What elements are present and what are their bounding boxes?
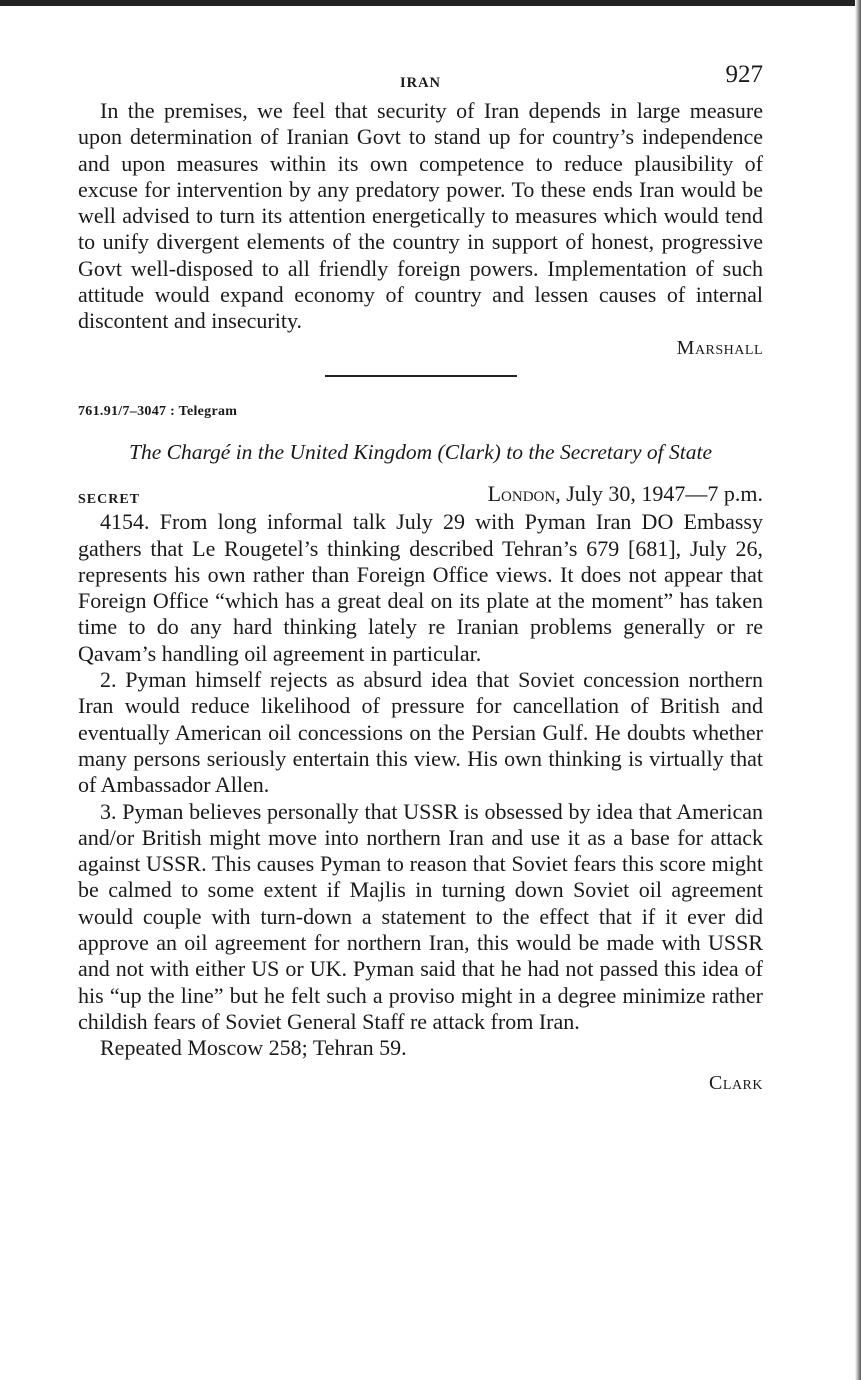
dateline-place: London — [487, 481, 556, 507]
body-paragraph-2: 2. Pyman himself rejects as absurd idea that Soviet concession northern Iran would reduce likelihood of pressure for cancellation of British and eventually American oil concessions on the Persian Gulf. He doubts whether many persons seriously entertain this view. His own thinking is virtually that of Ambassador Allen. — [78, 667, 763, 798]
page-number: 927 — [725, 61, 763, 88]
repeat-note: Repeated Moscow 258; Tehran 59. — [100, 1035, 407, 1061]
signature-clark: Clark — [709, 1071, 763, 1094]
document-title: The Chargé in the United Kingdom (Clark) to the Secretary of State — [129, 439, 712, 464]
running-head: IRAN — [399, 75, 442, 91]
signature-marshall: Marshall — [676, 336, 763, 359]
classification: SECRET — [78, 492, 141, 508]
document-meta — [78, 481, 763, 509]
file-reference: 761.91/7–3047 : Telegram — [78, 403, 238, 419]
page-binding-shadow — [855, 0, 861, 1380]
page-header — [78, 62, 763, 98]
page-top-edge — [0, 0, 861, 6]
document-page — [78, 62, 763, 1094]
preceding-closing-paragraph: In the premises, we feel that security of Iran depends in large measure upon determination of Iranian Govt to stand up for country’s independence and upon measures within its own competence to reduce plausibility of excuse for intervention by any predatory power. To these ends Iran would be well advised to turn its attention energetically to measures which would tend to unify divergent elements of the country in support of honest, progressive Govt well-disposed to all friendly foreign powers. Implementation of such attitude would expand economy of country and lessen causes of internal discontent and insecurity. — [78, 98, 763, 334]
dateline-date: , July 30, 1947—7 p.m. — [555, 481, 763, 507]
body-paragraph-1: 4154. From long informal talk July 29 with Pyman Iran DO Embassy gathers that Le Rougetel’s thinking described Tehran’s 679 [681], July 26, represents his own rather than Foreign Office views. It does not appear that Foreign Office “which has a great deal on its plate at the moment” has taken time to do any hard thinking lately re Iranian problems generally or re Qavam’s handling oil agreement in particular. — [78, 509, 763, 666]
body-paragraph-3: 3. Pyman believes personally that USSR is obsessed by idea that American and/or British might move into northern Iran and use it as a base for attack against USSR. This causes Pyman to reason that Soviet fears this score might be calmed to some extent if Majlis in turning down Soviet oil agreement would couple with turn-down a statement to the effect that if it ever did approve an oil agreement for northern Iran, this would be made with USSR and not with either US or UK. Pyman said that he had not passed this idea of his “up the line” but he felt such a proviso might in a degree minimize rather childish fears of Soviet General Staff re attack from Iran. — [78, 798, 763, 1034]
section-divider — [325, 375, 517, 377]
dateline — [488, 481, 763, 507]
